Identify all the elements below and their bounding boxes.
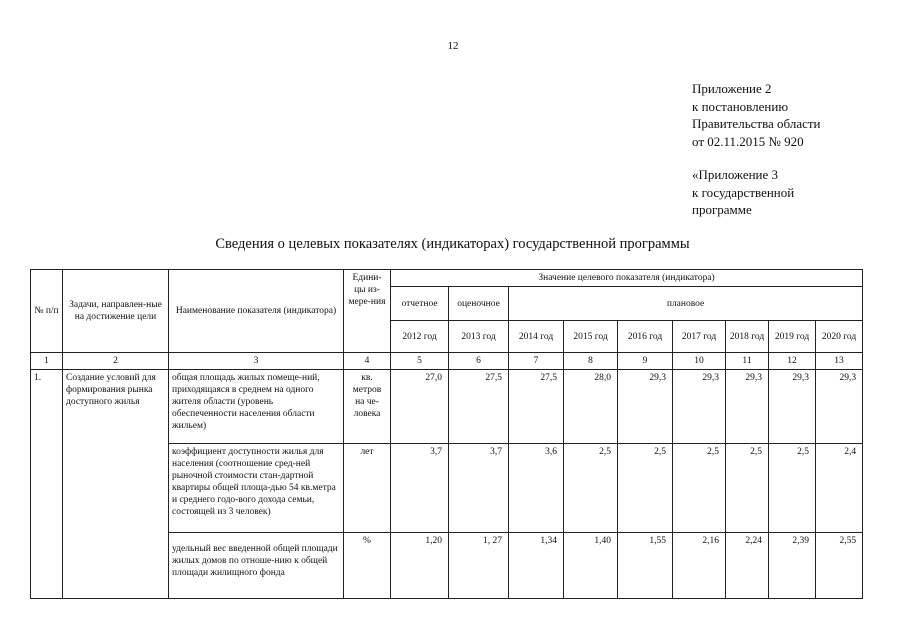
header-planned: плановое	[509, 287, 863, 321]
row-value: 2,55	[816, 533, 863, 599]
appendix-line: от 02.11.2015 № 920	[692, 133, 804, 149]
row-value: 1,34	[509, 533, 564, 599]
page-number: 12	[447, 40, 459, 52]
header-year: 2015 год	[564, 321, 618, 353]
appendix-main-block	[692, 80, 821, 150]
row-value: 28,0	[564, 370, 618, 444]
row-value: 29,3	[673, 370, 726, 444]
row-indicator: коэффициент доступности жилья для населения (соотношение сред-ней рыночной стоимости стан-дартной квартиры общей площа-дью 54 кв.метра и среднего годо-вого дохода семьи, состоящей из 3 человек)	[169, 444, 344, 533]
indicators-table	[30, 269, 863, 599]
appendix-line: к государственной	[692, 184, 795, 200]
row-value: 3,7	[449, 444, 509, 533]
appendix-line: к постановлению	[692, 98, 789, 114]
row-value: 2,16	[673, 533, 726, 599]
row-value: 1, 27	[449, 533, 509, 599]
row-unit: кв. метров на че-ловека	[344, 370, 391, 444]
row-value: 2,5	[726, 444, 769, 533]
table-row	[31, 370, 863, 444]
header-value-group: Значение целевого показателя (индикатора)	[391, 270, 863, 287]
row-value: 29,3	[726, 370, 769, 444]
column-number: 3	[169, 353, 344, 370]
row-value: 1,55	[618, 533, 673, 599]
column-number: 8	[564, 353, 618, 370]
column-number: 5	[391, 353, 449, 370]
column-number: 11	[726, 353, 769, 370]
header-unit: Едини-цы из-мере-ния	[344, 270, 391, 353]
appendix-line: программе	[692, 202, 752, 217]
row-task: Создание условий для формирования рынка доступного жилья	[63, 370, 169, 599]
column-number: 1	[31, 353, 63, 370]
row-unit: %	[344, 533, 391, 599]
header-task: Задачи, направлен-ные на достижение цели	[63, 270, 169, 353]
appendix-previous-block	[692, 166, 794, 219]
column-number: 9	[618, 353, 673, 370]
column-number: 4	[344, 353, 391, 370]
appendix-line: Правительства области	[692, 116, 821, 131]
row-value: 29,3	[769, 370, 816, 444]
row-value: 2,24	[726, 533, 769, 599]
column-number: 13	[816, 353, 863, 370]
row-value: 27,5	[449, 370, 509, 444]
row-value: 2,5	[618, 444, 673, 533]
header-year: 2014 год	[509, 321, 564, 353]
row-value: 1,20	[391, 533, 449, 599]
column-number: 6	[449, 353, 509, 370]
row-value: 29,3	[618, 370, 673, 444]
column-number: 2	[63, 353, 169, 370]
header-year: 2020 год	[816, 321, 863, 353]
row-value: 27,5	[509, 370, 564, 444]
header-year: 2013 год	[449, 321, 509, 353]
header-year: 2017 год	[673, 321, 726, 353]
row-value: 27,0	[391, 370, 449, 444]
row-value: 2,5	[564, 444, 618, 533]
column-number: 10	[673, 353, 726, 370]
header-num: № п/п	[31, 270, 63, 353]
row-indicator: общая площадь жилых помеще-ний, приходящаяся в среднем на одного жителя области (уровень обеспеченности населения области жильем)	[169, 370, 344, 444]
header-indicator: Наименование показателя (индикатора)	[169, 270, 344, 353]
row-unit: лет	[344, 444, 391, 533]
row-value: 2,4	[816, 444, 863, 533]
appendix-line: Приложение 2	[692, 81, 772, 96]
header-year: 2012 год	[391, 321, 449, 353]
header-year: 2019 год	[769, 321, 816, 353]
row-value: 2,39	[769, 533, 816, 599]
row-value: 2,5	[769, 444, 816, 533]
row-value: 3,6	[509, 444, 564, 533]
header-year: 2018 год	[726, 321, 769, 353]
column-number: 12	[769, 353, 816, 370]
header-estimated: оценочное	[449, 287, 509, 321]
row-num: 1.	[31, 370, 63, 599]
column-number: 7	[509, 353, 564, 370]
row-value: 2,5	[673, 444, 726, 533]
header-year: 2016 год	[618, 321, 673, 353]
column-number-row	[31, 353, 863, 370]
header-reported: отчетное	[391, 287, 449, 321]
appendix-line: «Приложение 3	[692, 167, 779, 182]
document-title: Сведения о целевых показателях (индикаторах) государственной программы	[215, 236, 690, 252]
row-value: 3,7	[391, 444, 449, 533]
row-value: 29,3	[816, 370, 863, 444]
row-indicator: удельный вес введенной общей площади жилых домов по отноше-нию к общей площади жилищного фонда	[169, 533, 344, 599]
row-value: 1,40	[564, 533, 618, 599]
